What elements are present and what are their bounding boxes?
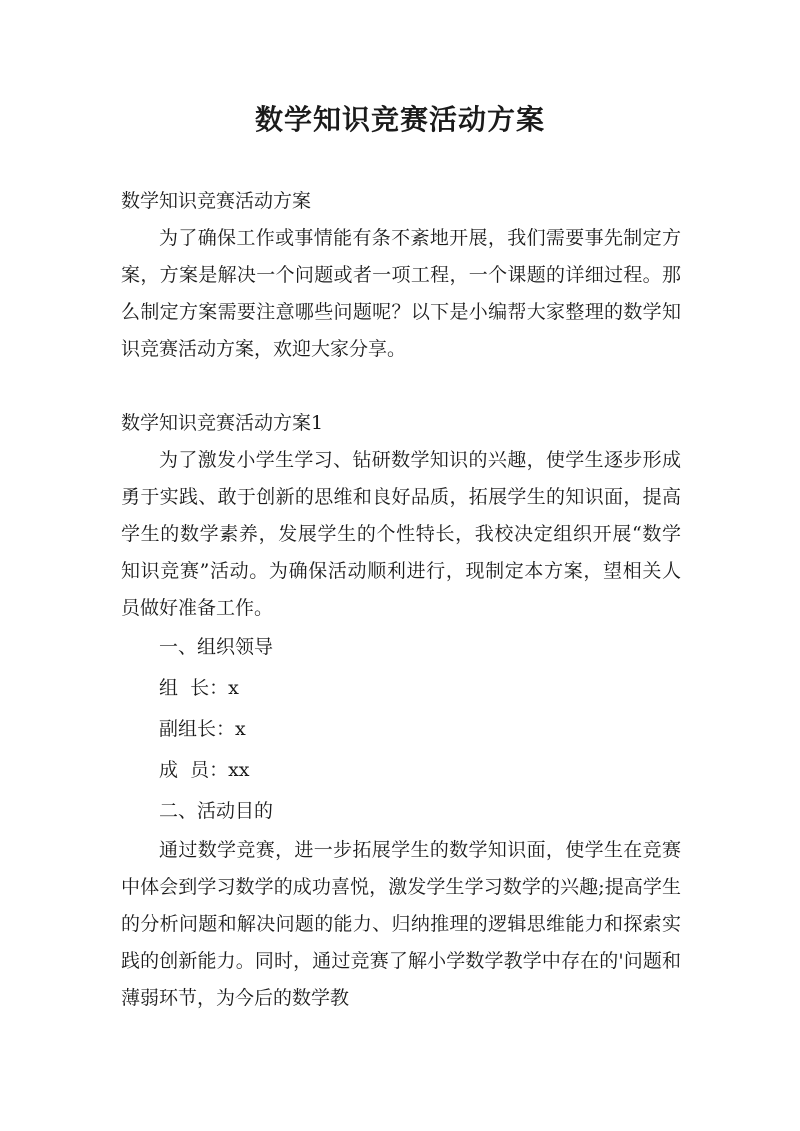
- org-leader: 组 长：x: [159, 677, 239, 699]
- purpose-heading: 二、活动目的: [159, 800, 274, 822]
- intro-heading: 数学知识竞赛活动方案: [121, 190, 312, 212]
- intro-paragraph: 为了确保工作或事情能有条不紊地开展，我们需要事先制定方案，方案是解决一个问题或者一项工程，一个课题的详细过程。那么制定方案需要注意哪些问题呢？以下是小编帮大家整理的数学知识竞赛活动方案，欢迎大家分享。: [121, 227, 681, 360]
- org-members: 成 员：xx: [159, 759, 250, 781]
- org-heading: 一、组织领导: [159, 636, 274, 658]
- document-body: [121, 183, 681, 1017]
- purpose-paragraph: 通过数学竞赛，进一步拓展学生的数学知识面，使学生在竞赛中体会到学习数学的成功喜悦，激发学生学习数学的兴趣;提高学生的分析问题和解决问题的能力、归纳推理的逻辑思维能力和探索实践的创新能力。同时，通过竞赛了解小学数学教学中存在的'问题和薄弱环节，为今后的数学教: [121, 839, 681, 1009]
- document-title: 数学知识竞赛活动方案: [254, 103, 545, 136]
- org-deputy: 副组长：x: [159, 718, 246, 740]
- section1-paragraph: 为了激发小学生学习、钻研数学知识的兴趣，使学生逐步形成勇于实践、敢于创新的思维和良好品质，拓展学生的知识面，提高学生的数学素养，发展学生的个性特长，我校决定组织开展“数学知识竞赛”活动。为确保活动顺利进行，现制定本方案，望相关人员做好准备工作。: [121, 449, 681, 619]
- section1-heading: 数学知识竞赛活动方案1: [121, 412, 324, 434]
- spacer: [121, 368, 681, 405]
